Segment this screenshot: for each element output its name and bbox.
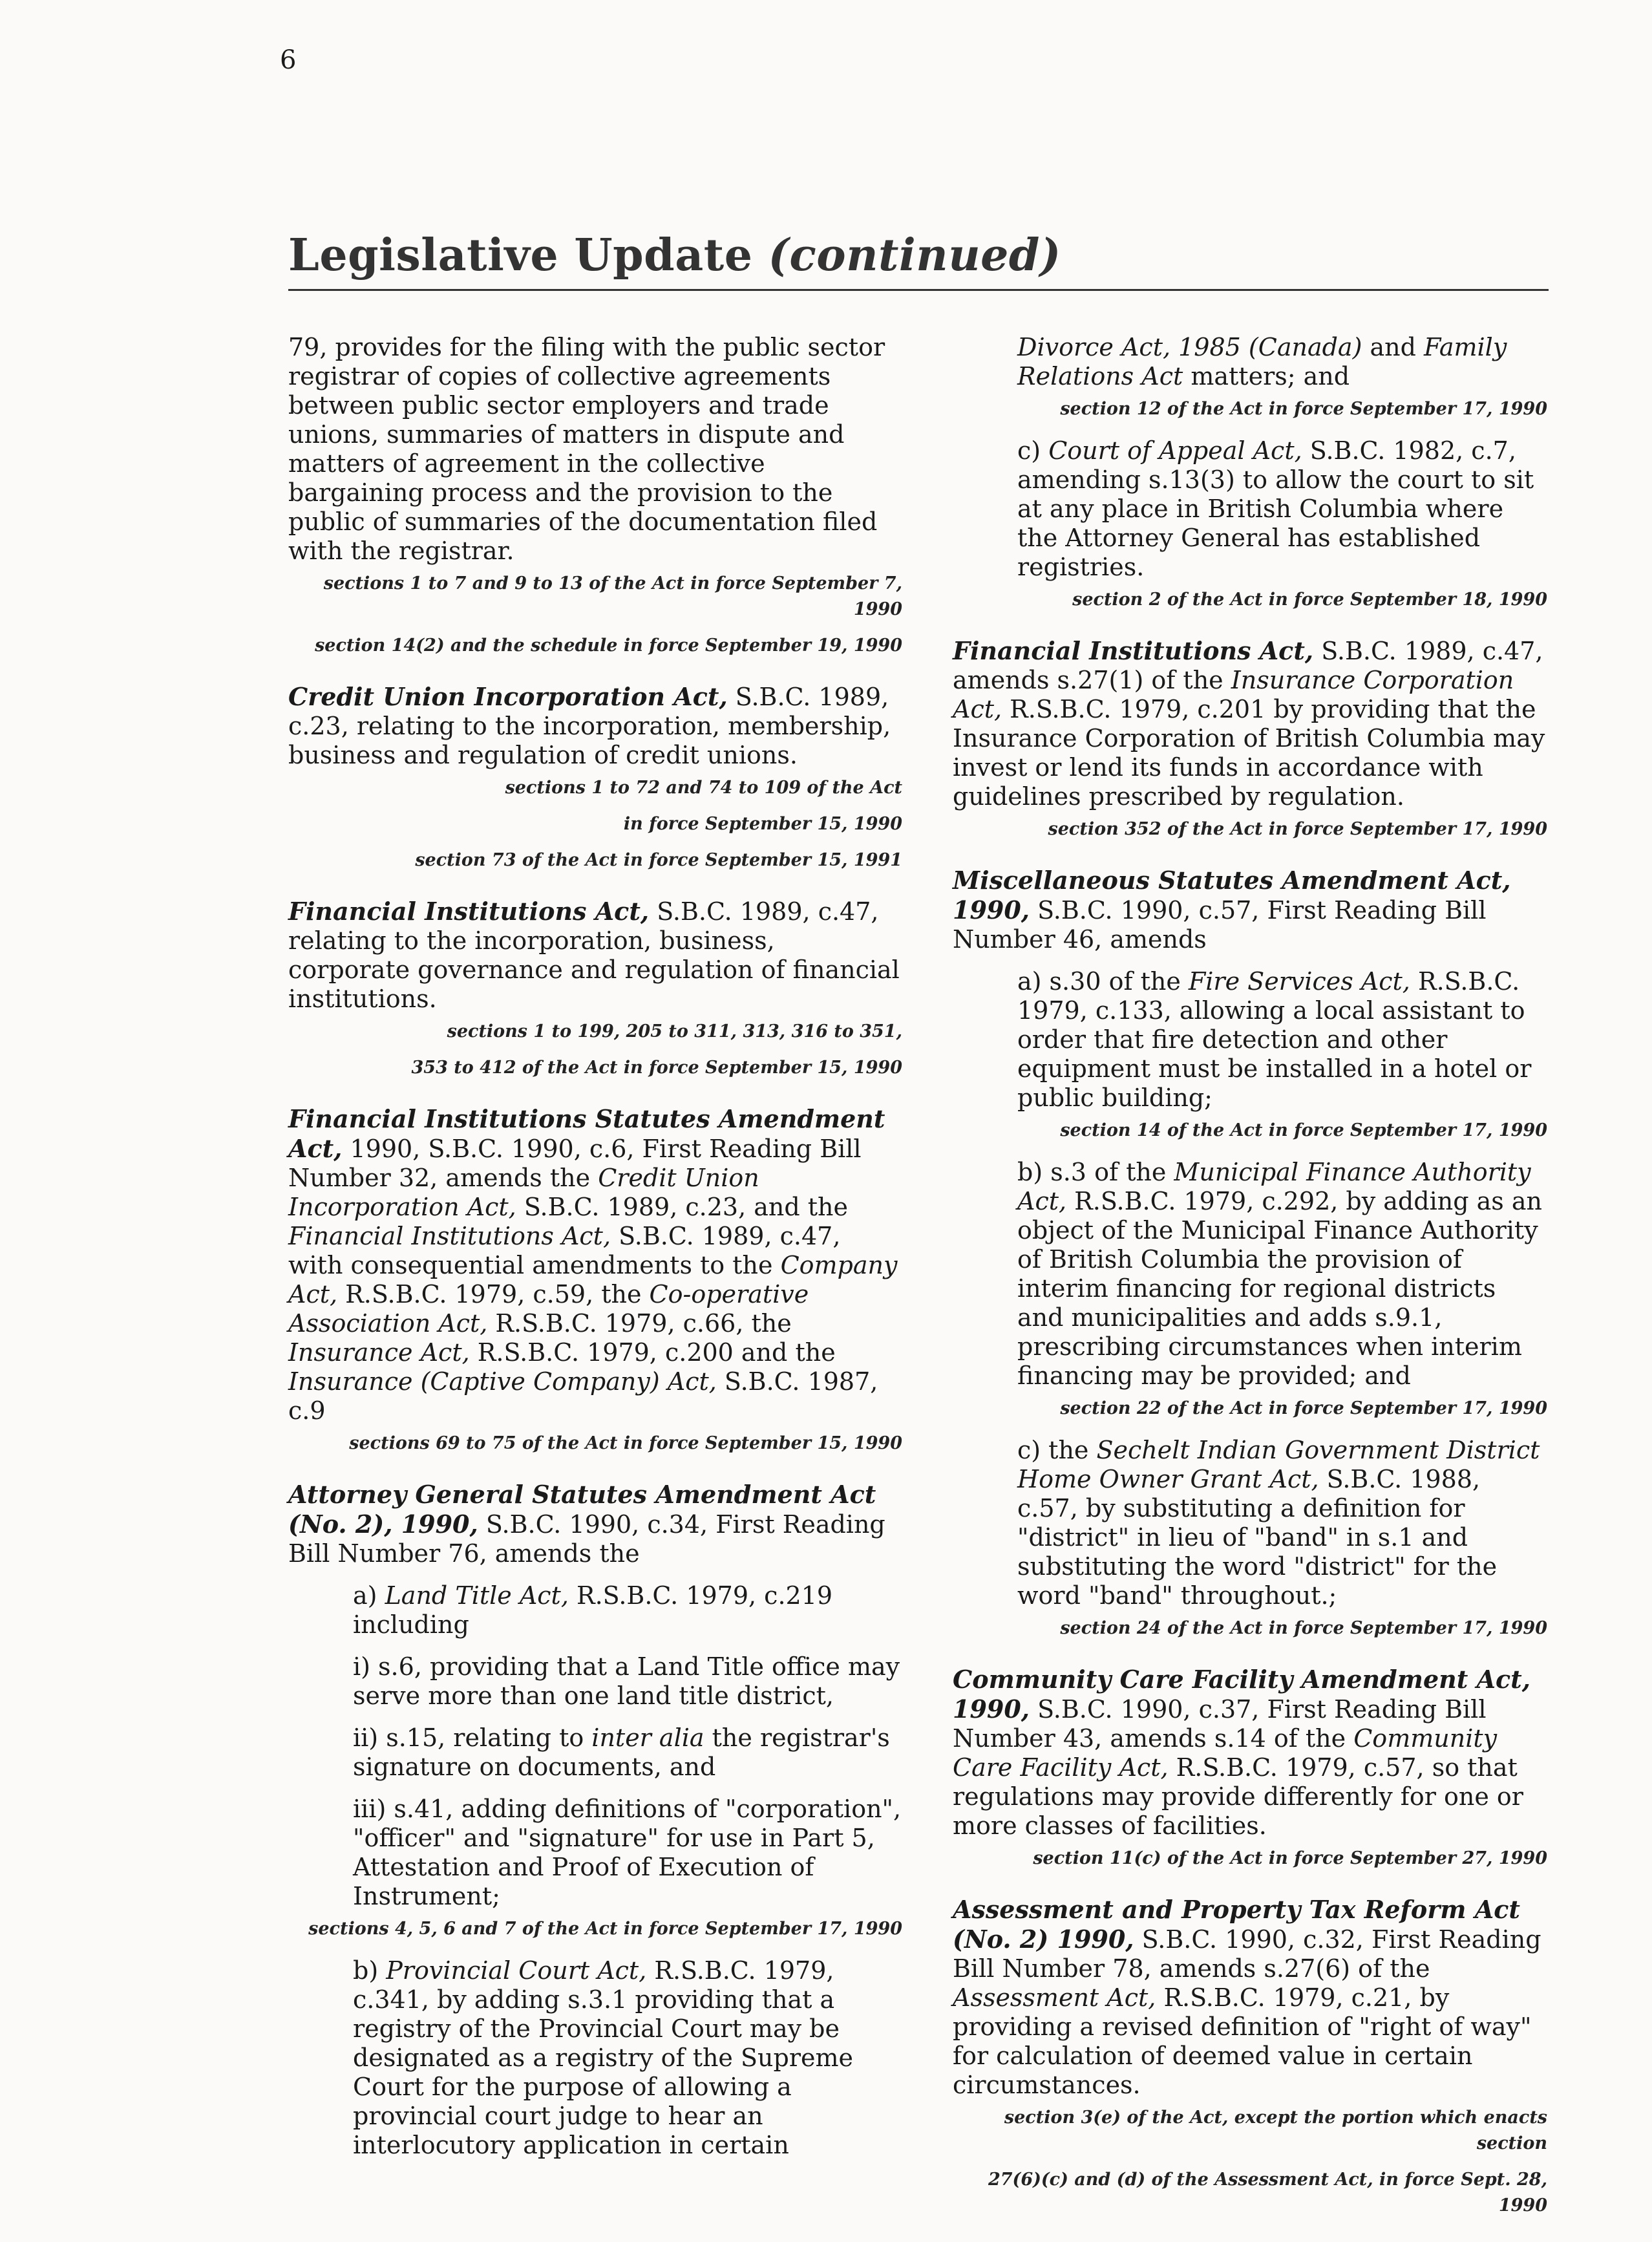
entry-body: R.S.B.C. 1979, c.219 including (353, 1581, 833, 1639)
act-ref: Sechelt Indian Government District Home Owner Grant Act, (1017, 1436, 1540, 1493)
entry-body: S.B.C. 1989, c.23, relating to the incorporation, membership, business and regulation of credit unions. (288, 683, 891, 769)
entry-text: 79, provides for the filing with the public sector registrar of copies of collective agreements between public sector employers and trade unions, summaries of matters in dispute and matters of agreement in the collective bargaining process and the provision to the public of summaries of the documentation filed with the registrar. (288, 333, 885, 565)
page-number: 6 (280, 45, 297, 75)
in-force-note: section 24 of the Act in force September 17, 1990 (1060, 1618, 1547, 1638)
amendment-list (1017, 436, 1547, 582)
entry-body: and (1362, 333, 1424, 361)
entry-body: S.B.C. 1987, c.9 (288, 1367, 878, 1425)
entry-text (288, 1104, 902, 1425)
in-force-note: section 73 of the Act in force September 15, 1991 (415, 850, 902, 870)
item-label: a) (353, 1581, 385, 1610)
act-ref: Financial Institutions Act, (288, 1222, 611, 1250)
act-title: Financial Institutions Act, (953, 636, 1314, 665)
entry-body: S.B.C. 1990, c.57, First Reading Bill Number 46, amends (953, 896, 1487, 954)
act-title: Financial Institutions Act, (288, 897, 650, 926)
entry-miscellaneous-statutes (953, 866, 1547, 1641)
latin-phrase: inter alia (591, 1724, 704, 1752)
entry-body: 1990, S.B.C. 1990, c.6, First Reading Bill Number 32, amends the (288, 1135, 862, 1192)
in-force-note: in force September 15, 1990 (623, 814, 902, 834)
act-title: Attorney General Statutes Amendment Act (No. 2), 1990, (288, 1480, 876, 1539)
entry-body: S.B.C. 1989, c.47, with consequential amendments to the (288, 1222, 841, 1279)
entry-body: R.S.B.C. 1979, c.341, by adding s.3.1 providing that a registry of the Provincial Court may be designated as a registry of the Supreme Court for the purpose of allowing a provincial court judge to hear an interlocutory application in certain (353, 1956, 854, 2159)
in-force-note: section 14 of the Act in force September 17, 1990 (1060, 1120, 1547, 1140)
act-title: Community Care Facility Amendment Act, 1990, (953, 1665, 1530, 1724)
act-ref: Assessment Act, (953, 1983, 1156, 2012)
title-continued: (continued) (768, 230, 1061, 281)
in-force-note: section 12 of the Act in force September 17, 1990 (1060, 399, 1547, 419)
entry-text (953, 636, 1547, 811)
entry-body: matters; and (1183, 362, 1350, 390)
entry-community-care (953, 1665, 1547, 1872)
entry-body: R.S.B.C. 1979, c.133, allowing a local assistant to order that fire detection and other equipment must be installed in a hotel or public building; (1017, 967, 1532, 1112)
list-item (1017, 1158, 1547, 1391)
in-force-note: section 11(c) of the Act in force September 27, 1990 (1033, 1848, 1547, 1868)
in-force-note: section 22 of the Act in force September 17, 1990 (1060, 1398, 1547, 1418)
in-force-note: 353 to 412 of the Act in force September 15, 1990 (411, 1058, 902, 1078)
entry-body: S.B.C. 1989, c.23, and the (516, 1193, 848, 1221)
entry-text (953, 1665, 1547, 1841)
list-item (353, 1956, 902, 2160)
entry-body: S.B.C. 1990, c.32, First Reading Bill Number 78, amends s.27(6) of the (953, 1925, 1541, 1983)
act-ref: Insurance Act, (288, 1338, 470, 1367)
page-title (288, 230, 1061, 281)
in-force-note: sections 4, 5, 6 and 7 of the Act in force September 17, 1990 (308, 1919, 902, 1939)
entry-text (288, 1480, 902, 1568)
act-ref: Co-operative Association Act, (288, 1280, 809, 1338)
act-ref: Divorce Act, 1985 (Canada) (1017, 333, 1362, 361)
list-item: iii) s.41, adding definitions of "corporation", "officer" and "signature" for use in Part 5, Attestation and Proof of Execution of Instrument; (353, 1795, 902, 1910)
list-item (353, 1724, 902, 1782)
list-item (1017, 967, 1547, 1113)
act-title: Credit Union Incorporation Act, (288, 682, 728, 711)
entry-financial-institutions-insurance (953, 636, 1547, 842)
list-item (1017, 1436, 1547, 1610)
in-force-note: section 14(2) and the schedule in force September 19, 1990 (315, 635, 902, 656)
amendment-list (353, 1581, 902, 1911)
act-ref: Insurance (Captive Company) Act, (288, 1367, 717, 1396)
entry-body: R.S.B.C. 1979, c.59, the (337, 1280, 650, 1308)
item-label: c) the (1017, 1436, 1097, 1464)
entry-text (288, 682, 902, 770)
entry-body: S.B.C. 1989, c.47, amends s.27(1) of the (953, 637, 1543, 694)
entry-text (953, 866, 1547, 954)
entry-body: R.S.B.C. 1979, c.200 and the (469, 1338, 836, 1367)
entry-body: S.B.C. 1982, c.7, amending s.13(3) to allow the court to sit at any place in British Columbia where the Attorney General has established registries. (1017, 436, 1534, 581)
in-force-note: sections 1 to 199, 205 to 311, 313, 316 to 351, (447, 1021, 902, 1041)
entry-body: S.B.C. 1990, c.37, First Reading Bill Number 43, amends s.14 of the (953, 1695, 1487, 1753)
entry-public-sector (288, 333, 902, 659)
act-ref: Municipal Finance Authority Act, (1017, 1158, 1531, 1215)
entry-body: S.B.C. 1988, c.57, by substituting a definition for "district" in lieu of "band" in s.1 and substituting the word "district" for the word "band" throughout.; (1017, 1465, 1498, 1610)
act-ref: Company Act, (288, 1251, 898, 1308)
entry-text (953, 1895, 1547, 2100)
act-ref: Provincial Court Act, (386, 1956, 647, 1985)
entry-body: S.B.C. 1989, c.47, relating to the incorporation, business, corporate governance and regulation of financial institutions. (288, 897, 900, 1013)
right-column (953, 333, 1547, 2242)
list-item: i) s.6, providing that a Land Title office may serve more than one land title district, (353, 1652, 900, 1710)
entry-continued (953, 333, 1547, 613)
entry-body: S.B.C. 1990, c.34, First Reading Bill Number 76, amends the (288, 1510, 885, 1568)
in-force-note: section 3(e) of the Act, except the portion which enacts section (1004, 2108, 1547, 2153)
in-force-note: 27(6)(c) and (d) of the Assessment Act, in force Sept. 28, 1990 (988, 2170, 1547, 2215)
title-rule (288, 289, 1549, 291)
act-ref: Family Relations Act (1017, 333, 1507, 390)
act-title: Assessment and Property Tax Reform Act (No. 2) 1990, (953, 1895, 1520, 1954)
list-item (1017, 333, 1547, 391)
amendment-list (1017, 333, 1547, 391)
act-ref: Community Care Facility Act, (953, 1724, 1498, 1782)
list-item (353, 1581, 902, 1639)
entry-body: R.S.B.C. 1979, c.57, so that regulations may provide differently for one or more classes of facilities. (953, 1753, 1523, 1840)
entry-attorney-general (288, 1480, 902, 2160)
title-main: Legislative Update (288, 230, 753, 281)
in-force-note: sections 69 to 75 of the Act in force September 15, 1990 (349, 1433, 902, 1453)
in-force-note: sections 1 to 7 and 9 to 13 of the Act in force September 7, 1990 (323, 573, 902, 619)
entry-financial-institutions (288, 897, 902, 1081)
entry-assessment-property-tax (953, 1895, 1547, 2219)
amendment-list (353, 1956, 902, 2160)
entry-body: R.S.B.C. 1979, c.66, the (487, 1309, 792, 1338)
amendment-list (1017, 1436, 1547, 1610)
act-ref: Credit Union Incorporation Act, (288, 1164, 759, 1221)
act-title: Financial Institutions Statutes Amendment Act, (288, 1104, 885, 1163)
act-ref: Insurance Corporation Act, (953, 666, 1514, 723)
in-force-note: sections 1 to 72 and 74 to 109 of the Act (505, 778, 902, 798)
item-label: b) (353, 1956, 387, 1985)
amendment-list (1017, 967, 1547, 1113)
act-ref: Court of Appeal Act, (1048, 436, 1302, 465)
entry-text (288, 897, 902, 1014)
in-force-note: section 2 of the Act in force September 18, 1990 (1072, 590, 1547, 610)
left-column (288, 333, 902, 2183)
act-ref: Land Title Act, (385, 1581, 569, 1610)
entry-body: R.S.B.C. 1979, c.201 by providing that the Insurance Corporation of British Columbia may invest or lend its funds in accordance with guidelines prescribed by regulation. (953, 695, 1545, 811)
entry-body: ii) s.15, relating to (353, 1724, 592, 1752)
act-title: Miscellaneous Statutes Amendment Act, 1990, (953, 866, 1511, 924)
entry-body: R.S.B.C. 1979, c.21, by providing a revised definition of "right of way" for calculation of deemed value in certain circumstances. (953, 1983, 1532, 2099)
list-item (1017, 436, 1547, 582)
entry-credit-union (288, 682, 902, 873)
item-label: a) s.30 of the (1017, 967, 1189, 996)
item-label: b) s.3 of the (1017, 1158, 1174, 1186)
entry-body: R.S.B.C. 1979, c.292, by adding as an object of the Municipal Finance Authority of British Columbia the provision of interim financing for regional districts and municipalities and adds s.9.1, prescribing circumstances when interim financing may be provided; and (1017, 1187, 1542, 1390)
act-ref: Fire Services Act, (1188, 967, 1410, 996)
item-label: c) (1017, 436, 1049, 465)
entry-fi-statutes-amendment (288, 1104, 902, 1457)
entry-body: the registrar's signature on documents, and (353, 1724, 890, 1781)
in-force-note: section 352 of the Act in force September 17, 1990 (1048, 819, 1547, 839)
amendment-list (1017, 1158, 1547, 1391)
